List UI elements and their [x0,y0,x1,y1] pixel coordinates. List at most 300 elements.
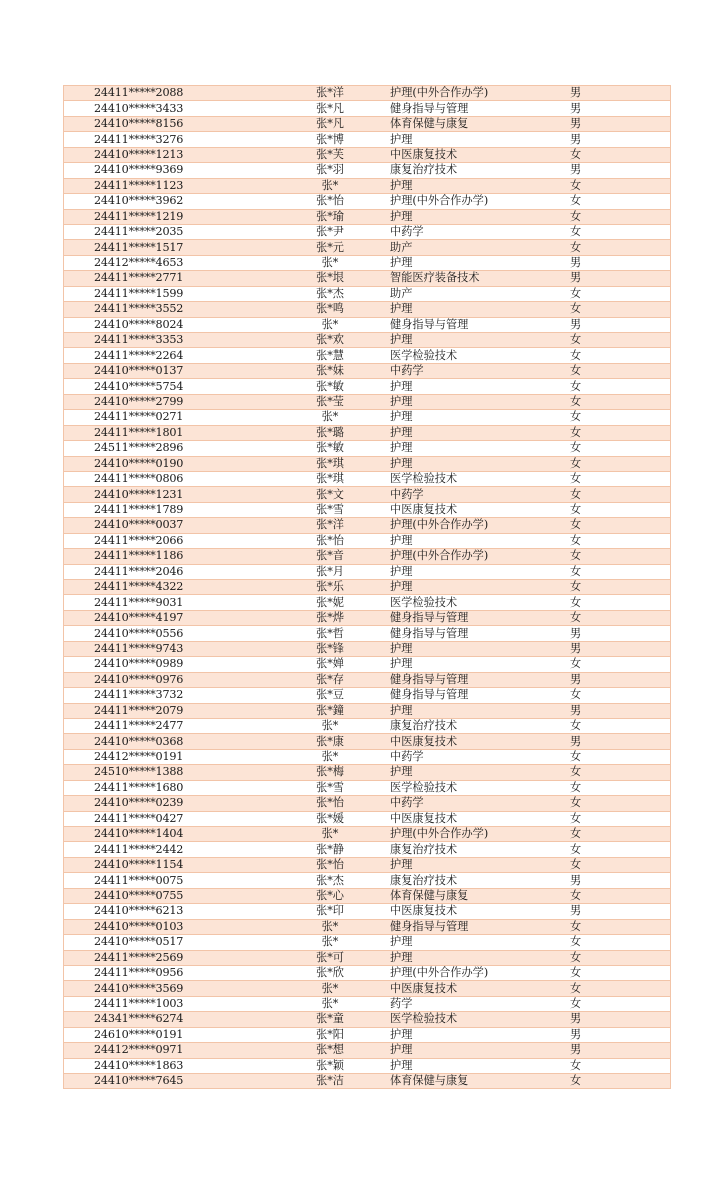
cell-major: 康复治疗技术 [380,718,570,733]
cell-name: 张*杰 [280,873,380,888]
cell-gender: 女 [570,580,671,595]
cell-gender: 女 [570,1074,671,1089]
cell-student-id: 24511*****2896 [64,441,281,456]
cell-student-id: 24410*****1231 [64,487,281,502]
cell-gender: 女 [570,981,671,996]
cell-name: 张* [280,718,380,733]
cell-major: 助产 [380,286,570,301]
table-row [64,163,671,178]
cell-major: 健身指导与管理 [380,610,570,625]
cell-gender: 女 [570,1058,671,1073]
cell-name: 张*莹 [280,394,380,409]
cell-major: 中药学 [380,796,570,811]
cell-gender: 男 [570,255,671,270]
cell-gender: 男 [570,672,671,687]
cell-name: 张*音 [280,549,380,564]
cell-gender: 男 [570,703,671,718]
cell-gender: 女 [570,780,671,795]
cell-student-id: 24411*****2771 [64,271,281,286]
cell-gender: 女 [570,178,671,193]
cell-student-id: 24341*****6274 [64,1012,281,1027]
cell-name: 张*羽 [280,163,380,178]
cell-major: 健身指导与管理 [380,626,570,641]
cell-major: 中药学 [380,487,570,502]
cell-gender: 女 [570,147,671,162]
cell-student-id: 24411*****1186 [64,549,281,564]
cell-gender: 女 [570,518,671,533]
cell-major: 助产 [380,240,570,255]
cell-major: 护理 [380,857,570,872]
student-list-table [63,85,671,1089]
cell-major: 健身指导与管理 [380,317,570,332]
cell-student-id: 24410*****1154 [64,857,281,872]
cell-gender: 女 [570,688,671,703]
table-row [64,935,671,950]
cell-gender: 男 [570,86,671,101]
cell-major: 体育保健与康复 [380,116,570,131]
cell-name: 张*康 [280,734,380,749]
cell-student-id: 24410*****7645 [64,1074,281,1089]
cell-name: 张*尹 [280,224,380,239]
cell-name: 张*梅 [280,765,380,780]
cell-name: 张*乐 [280,580,380,595]
cell-gender: 女 [570,749,671,764]
table-body [64,86,671,1089]
cell-gender: 女 [570,502,671,517]
cell-gender: 男 [570,626,671,641]
cell-name: 张*凡 [280,116,380,131]
cell-student-id: 24410*****0976 [64,672,281,687]
cell-name: 张*心 [280,888,380,903]
cell-name: 张*可 [280,950,380,965]
cell-gender: 男 [570,101,671,116]
cell-major: 医学检验技术 [380,1012,570,1027]
cell-name: 张* [280,317,380,332]
table-row [64,549,671,564]
cell-gender: 女 [570,965,671,980]
cell-gender: 女 [570,610,671,625]
cell-student-id: 24411*****2569 [64,950,281,965]
cell-student-id: 24411*****1680 [64,780,281,795]
cell-major: 药学 [380,996,570,1011]
cell-gender: 女 [570,410,671,425]
cell-major: 康复治疗技术 [380,873,570,888]
cell-student-id: 24410*****4197 [64,610,281,625]
cell-gender: 女 [570,286,671,301]
cell-major: 护理 [380,379,570,394]
cell-student-id: 24410*****0755 [64,888,281,903]
table-row [64,255,671,270]
cell-name: 张*欢 [280,333,380,348]
cell-gender: 男 [570,641,671,656]
table-row [64,1027,671,1042]
cell-student-id: 24410*****0137 [64,363,281,378]
cell-name: 张*阳 [280,1027,380,1042]
cell-student-id: 24411*****1123 [64,178,281,193]
cell-student-id: 24410*****0556 [64,626,281,641]
cell-name: 张* [280,410,380,425]
table-row [64,996,671,1011]
cell-student-id: 24411*****9031 [64,595,281,610]
cell-name: 张*瑜 [280,209,380,224]
cell-name: 张* [280,749,380,764]
cell-student-id: 24411*****1219 [64,209,281,224]
cell-student-id: 24410*****5754 [64,379,281,394]
table-row [64,564,671,579]
cell-name: 张*豆 [280,688,380,703]
cell-major: 康复治疗技术 [380,842,570,857]
cell-name: 张* [280,827,380,842]
cell-major: 医学检验技术 [380,471,570,486]
cell-gender: 男 [570,1012,671,1027]
cell-major: 健身指导与管理 [380,688,570,703]
cell-major: 护理 [380,533,570,548]
cell-major: 中药学 [380,363,570,378]
cell-name: 张*怡 [280,796,380,811]
cell-major: 护理 [380,1058,570,1073]
cell-name: 张*怡 [280,533,380,548]
cell-student-id: 24410*****1213 [64,147,281,162]
table-row [64,333,671,348]
cell-gender: 女 [570,348,671,363]
table-row [64,842,671,857]
cell-gender: 男 [570,163,671,178]
cell-student-id: 24410*****0517 [64,935,281,950]
cell-name: 张*想 [280,1043,380,1058]
cell-gender: 女 [570,950,671,965]
cell-student-id: 24411*****2079 [64,703,281,718]
table-row [64,502,671,517]
cell-major: 中医康复技术 [380,502,570,517]
cell-gender: 女 [570,209,671,224]
cell-name: 张*博 [280,132,380,147]
cell-student-id: 24610*****0191 [64,1027,281,1042]
table-row [64,302,671,317]
cell-major: 护理 [380,1043,570,1058]
table-row [64,780,671,795]
cell-student-id: 24412*****4653 [64,255,281,270]
cell-student-id: 24411*****2046 [64,564,281,579]
cell-gender: 女 [570,549,671,564]
cell-gender: 女 [570,888,671,903]
cell-name: 张*鐘 [280,703,380,718]
cell-gender: 女 [570,564,671,579]
cell-gender: 男 [570,1043,671,1058]
table-row [64,610,671,625]
cell-major: 中药学 [380,749,570,764]
cell-major: 护理(中外合作办学) [380,965,570,980]
cell-student-id: 24411*****1517 [64,240,281,255]
cell-name: 张*印 [280,904,380,919]
table-row [64,116,671,131]
table-row [64,271,671,286]
table-row [64,425,671,440]
table-row [64,101,671,116]
cell-name: 张*妹 [280,363,380,378]
cell-major: 护理 [380,255,570,270]
cell-name: 张*怡 [280,194,380,209]
table-row [64,471,671,486]
cell-major: 健身指导与管理 [380,672,570,687]
cell-major: 中医康复技术 [380,734,570,749]
table-row [64,410,671,425]
cell-student-id: 24411*****1003 [64,996,281,1011]
cell-student-id: 24411*****2264 [64,348,281,363]
cell-name: 张*琪 [280,456,380,471]
cell-student-id: 24411*****4322 [64,580,281,595]
cell-gender: 女 [570,765,671,780]
cell-major: 健身指导与管理 [380,919,570,934]
cell-student-id: 24410*****6213 [64,904,281,919]
cell-major: 护理 [380,333,570,348]
table-row [64,688,671,703]
table-row [64,657,671,672]
cell-major: 护理(中外合作办学) [380,194,570,209]
cell-name: 张*琪 [280,471,380,486]
table-row [64,641,671,656]
cell-student-id: 24411*****2088 [64,86,281,101]
cell-gender: 女 [570,718,671,733]
cell-student-id: 24411*****0427 [64,811,281,826]
cell-name: 张* [280,178,380,193]
cell-name: 张*怡 [280,857,380,872]
cell-gender: 女 [570,595,671,610]
cell-gender: 女 [570,827,671,842]
cell-name: 张*垠 [280,271,380,286]
cell-name: 张*雪 [280,502,380,517]
cell-student-id: 24410*****1404 [64,827,281,842]
cell-major: 智能医疗装备技术 [380,271,570,286]
cell-major: 护理 [380,302,570,317]
cell-student-id: 24411*****0956 [64,965,281,980]
table-row [64,950,671,965]
cell-gender: 女 [570,842,671,857]
table-row [64,456,671,471]
cell-student-id: 24411*****9743 [64,641,281,656]
cell-gender: 女 [570,363,671,378]
cell-gender: 女 [570,224,671,239]
cell-student-id: 24410*****0989 [64,657,281,672]
cell-student-id: 24410*****3569 [64,981,281,996]
table-row [64,441,671,456]
cell-name: 张*敏 [280,379,380,394]
cell-gender: 女 [570,935,671,950]
table-row [64,147,671,162]
table-row [64,487,671,502]
cell-name: 张* [280,996,380,1011]
cell-gender: 男 [570,271,671,286]
cell-gender: 女 [570,487,671,502]
cell-gender: 女 [570,441,671,456]
cell-major: 医学检验技术 [380,595,570,610]
cell-gender: 女 [570,471,671,486]
cell-name: 张*哲 [280,626,380,641]
cell-name: 张*洋 [280,518,380,533]
cell-student-id: 24411*****2066 [64,533,281,548]
cell-major: 护理 [380,641,570,656]
cell-gender: 女 [570,533,671,548]
cell-major: 护理 [380,765,570,780]
cell-major: 护理 [380,950,570,965]
cell-name: 张*洁 [280,1074,380,1089]
cell-name: 张* [280,919,380,934]
cell-name: 张*元 [280,240,380,255]
cell-name: 张*杰 [280,286,380,301]
cell-student-id: 24410*****8024 [64,317,281,332]
cell-name: 张*妮 [280,595,380,610]
cell-student-id: 24411*****1599 [64,286,281,301]
cell-gender: 女 [570,302,671,317]
cell-gender: 女 [570,996,671,1011]
table-row [64,224,671,239]
cell-major: 护理(中外合作办学) [380,827,570,842]
cell-gender: 女 [570,394,671,409]
cell-name: 张*欣 [280,965,380,980]
cell-student-id: 24411*****1801 [64,425,281,440]
table-row [64,1058,671,1073]
table-row [64,734,671,749]
table-row [64,796,671,811]
table-row [64,86,671,101]
cell-major: 中医康复技术 [380,811,570,826]
cell-major: 护理(中外合作办学) [380,549,570,564]
table-row [64,348,671,363]
cell-student-id: 24411*****0271 [64,410,281,425]
cell-student-id: 24412*****0971 [64,1043,281,1058]
cell-major: 体育保健与康复 [380,888,570,903]
cell-name: 张*慧 [280,348,380,363]
table-row [64,240,671,255]
cell-name: 张*存 [280,672,380,687]
cell-major: 中医康复技术 [380,904,570,919]
cell-gender: 男 [570,132,671,147]
cell-gender: 女 [570,657,671,672]
cell-name: 张* [280,255,380,270]
table-row [64,888,671,903]
cell-gender: 女 [570,919,671,934]
cell-name: 张* [280,935,380,950]
cell-major: 体育保健与康复 [380,1074,570,1089]
cell-gender: 女 [570,240,671,255]
table-row [64,209,671,224]
table-row [64,533,671,548]
cell-student-id: 24410*****0037 [64,518,281,533]
cell-major: 中医康复技术 [380,981,570,996]
cell-major: 护理 [380,425,570,440]
cell-major: 医学检验技术 [380,780,570,795]
cell-major: 护理 [380,935,570,950]
table-row [64,857,671,872]
cell-name: 张*洋 [280,86,380,101]
table-row [64,286,671,301]
cell-gender: 女 [570,811,671,826]
cell-student-id: 24411*****3353 [64,333,281,348]
cell-major: 护理 [380,456,570,471]
cell-student-id: 24411*****2442 [64,842,281,857]
cell-student-id: 24411*****2477 [64,718,281,733]
cell-student-id: 24410*****0368 [64,734,281,749]
cell-gender: 男 [570,873,671,888]
cell-major: 护理 [380,580,570,595]
cell-name: 张*媛 [280,811,380,826]
cell-gender: 女 [570,857,671,872]
cell-major: 护理 [380,441,570,456]
table-row [64,827,671,842]
table-row [64,194,671,209]
cell-name: 张*月 [280,564,380,579]
table-row [64,672,671,687]
table-row [64,394,671,409]
cell-student-id: 24411*****1789 [64,502,281,517]
cell-name: 张*锋 [280,641,380,656]
table-row [64,317,671,332]
cell-name: 张*凡 [280,101,380,116]
table-row [64,765,671,780]
cell-major: 中医康复技术 [380,147,570,162]
cell-major: 护理 [380,1027,570,1042]
table-row [64,1012,671,1027]
cell-student-id: 24410*****3433 [64,101,281,116]
cell-name: 张*芙 [280,147,380,162]
cell-gender: 女 [570,379,671,394]
table-row [64,363,671,378]
cell-major: 护理 [380,394,570,409]
cell-student-id: 24410*****0103 [64,919,281,934]
cell-major: 护理 [380,703,570,718]
cell-student-id: 24411*****3732 [64,688,281,703]
cell-name: 张*静 [280,842,380,857]
cell-name: 张*烨 [280,610,380,625]
cell-student-id: 24410*****2799 [64,394,281,409]
cell-major: 护理 [380,132,570,147]
cell-student-id: 24410*****0190 [64,456,281,471]
table-row [64,718,671,733]
cell-name: 张*童 [280,1012,380,1027]
cell-major: 护理 [380,410,570,425]
cell-gender: 男 [570,734,671,749]
table-row [64,811,671,826]
cell-major: 护理(中外合作办学) [380,518,570,533]
table-row [64,580,671,595]
table-row [64,132,671,147]
table-row [64,1074,671,1089]
table-row [64,595,671,610]
cell-major: 护理 [380,657,570,672]
cell-student-id: 24410*****3962 [64,194,281,209]
cell-name: 张*雪 [280,780,380,795]
table-row [64,379,671,394]
cell-gender: 男 [570,317,671,332]
cell-major: 护理(中外合作办学) [380,86,570,101]
cell-major: 健身指导与管理 [380,101,570,116]
cell-name: 张*颖 [280,1058,380,1073]
cell-major: 护理 [380,209,570,224]
cell-student-id: 24411*****0806 [64,471,281,486]
cell-name: 张*鸣 [280,302,380,317]
table-row [64,965,671,980]
cell-major: 康复治疗技术 [380,163,570,178]
cell-student-id: 24411*****2035 [64,224,281,239]
cell-name: 张* [280,981,380,996]
table-row [64,919,671,934]
cell-student-id: 24510*****1388 [64,765,281,780]
table-row [64,518,671,533]
cell-major: 医学检验技术 [380,348,570,363]
cell-gender: 女 [570,425,671,440]
table-row [64,1043,671,1058]
cell-gender: 女 [570,796,671,811]
cell-major: 护理 [380,178,570,193]
